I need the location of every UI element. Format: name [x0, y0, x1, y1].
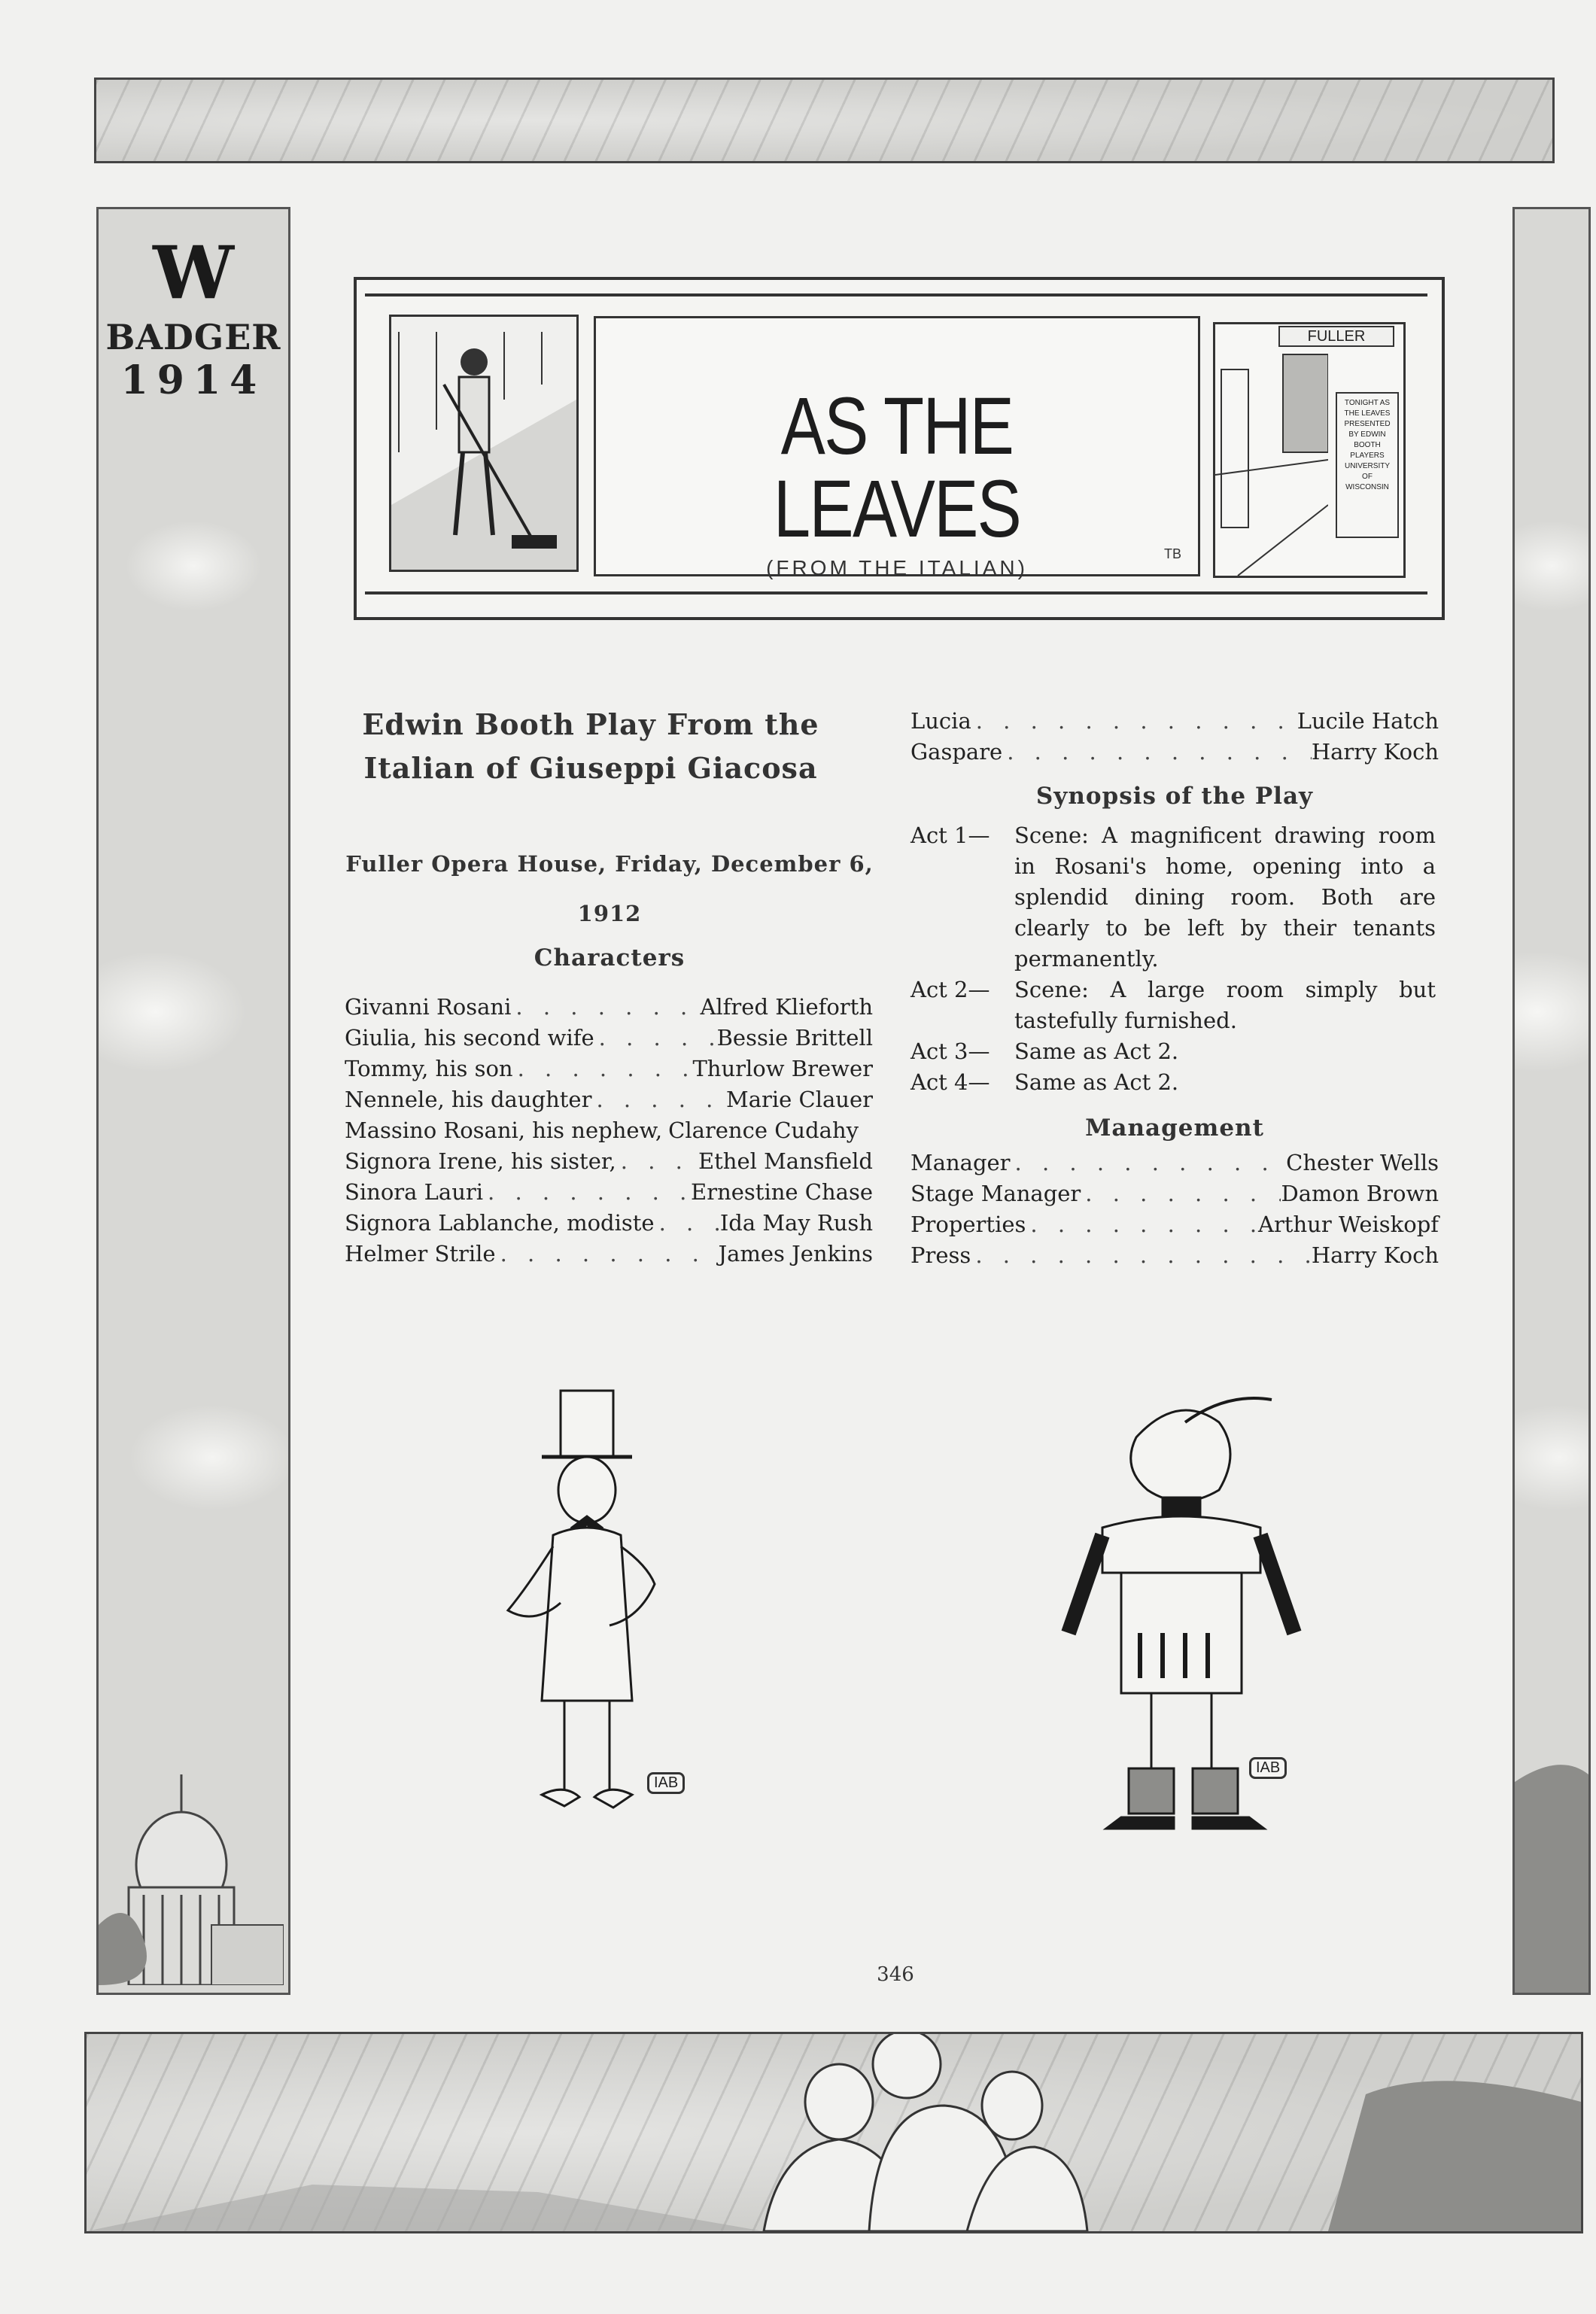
- play-heading: Edwin Booth Play From the Italian of Giuseppi Giacosa: [362, 707, 819, 785]
- bottom-decorative-band: [84, 2032, 1583, 2233]
- cast-list: [345, 994, 873, 1272]
- performance-year: 1912: [577, 901, 642, 926]
- cast-row: Helmer Strile . . . James Jenkins: [345, 1241, 873, 1272]
- cast-row: Signora Lablanche, modiste . . . Ida May Rush: [345, 1210, 873, 1241]
- masthead-letter: W: [153, 230, 234, 315]
- artist-monogram: TB: [1163, 546, 1181, 561]
- cast-row: Lucia . . . Lucile Hatch: [910, 708, 1439, 739]
- management-row: Press . . . Harry Koch: [910, 1242, 1439, 1273]
- poster-board: [1336, 392, 1399, 538]
- top-hat-man-caricature: [482, 1385, 707, 1836]
- management-row: Properties . . . Arthur Weiskopf: [910, 1212, 1439, 1242]
- management-row: Manager . . . Chester Wells: [910, 1150, 1439, 1181]
- synopsis-act: Act 2— Scene: A large room simply but tastefully furnished.: [910, 977, 1436, 1033]
- sweeper-illustration-panel: [389, 315, 579, 572]
- sweeper-illustration: [391, 317, 576, 570]
- storefront-illustration: [1215, 324, 1328, 576]
- cast-row: Nennele, his daughter . . . Marie Clauer: [345, 1087, 873, 1117]
- page-title: AS THE LEAVES: [773, 380, 1021, 554]
- left-artist-signature: IAB: [647, 1772, 685, 1794]
- capitol-dome-illustration: [99, 1534, 284, 1985]
- cast-row: Giulia, his second wife . . . Bessie Brittell: [345, 1025, 873, 1056]
- management-list: [910, 1150, 1439, 1273]
- management-heading: Management: [1085, 1114, 1264, 1142]
- synopsis-act: Act 4— Same as Act 2.: [910, 1069, 1179, 1095]
- top-decorative-band: [94, 78, 1555, 163]
- header-bottom-rule: [365, 591, 1427, 594]
- synopsis-list: [910, 820, 1439, 1098]
- poster-text: TONIGHT AS THE LEAVES PRESENTED BY EDWIN BOOTH PLAYERS UNIVERSITY OF WISCONSIN: [1344, 399, 1391, 491]
- header-top-rule: [365, 293, 1427, 296]
- more-cast-list: [910, 708, 1439, 770]
- cast-row: Givanni Rosani . . . Alfred Klieforth: [345, 994, 873, 1025]
- cast-row: Gaspare . . . Harry Koch: [910, 739, 1439, 770]
- title-panel: [594, 316, 1200, 579]
- masthead-year: 1914: [120, 357, 266, 403]
- synopsis-heading: Synopsis of the Play: [1035, 783, 1314, 810]
- cast-row: Signora Irene, his sister, . . . Ethel Mansfield: [345, 1148, 873, 1179]
- left-side-column: [96, 207, 290, 1995]
- shop-sign: FULLER: [1278, 326, 1394, 347]
- characters-heading: Characters: [534, 944, 686, 972]
- page-number: 346: [877, 1963, 914, 1986]
- right-side-column: [1512, 207, 1591, 1995]
- cast-row: Tommy, his son . . . Thurlow Brewer: [345, 1056, 873, 1087]
- venue-line: Fuller Opera House, Friday, December 6,: [345, 851, 874, 877]
- theatre-front-illustration-panel: [1213, 322, 1406, 578]
- management-row: Stage Manager . . . Damon Brown: [910, 1181, 1439, 1212]
- masthead-name: BADGER: [105, 317, 281, 357]
- bottom-band-figures-illustration: [87, 2034, 1581, 2231]
- page-subtitle: (FROM THE ITALIAN): [766, 556, 1028, 579]
- cast-row: Sinora Lauri . . . Ernestine Chase: [345, 1179, 873, 1210]
- foliage-illustration: [1515, 1752, 1588, 1993]
- cast-row: Massino Rosani, his nephew, Clarence Cudahy: [345, 1117, 859, 1143]
- synopsis-act: Act 1— Scene: A magnificent drawing room in Rosani's home, opening into a splendid dining room. Both are clearly to be left by their tenants permanently.: [910, 823, 1436, 972]
- synopsis-act: Act 3— Same as Act 2.: [910, 1038, 1179, 1064]
- right-artist-signature: IAB: [1249, 1757, 1287, 1779]
